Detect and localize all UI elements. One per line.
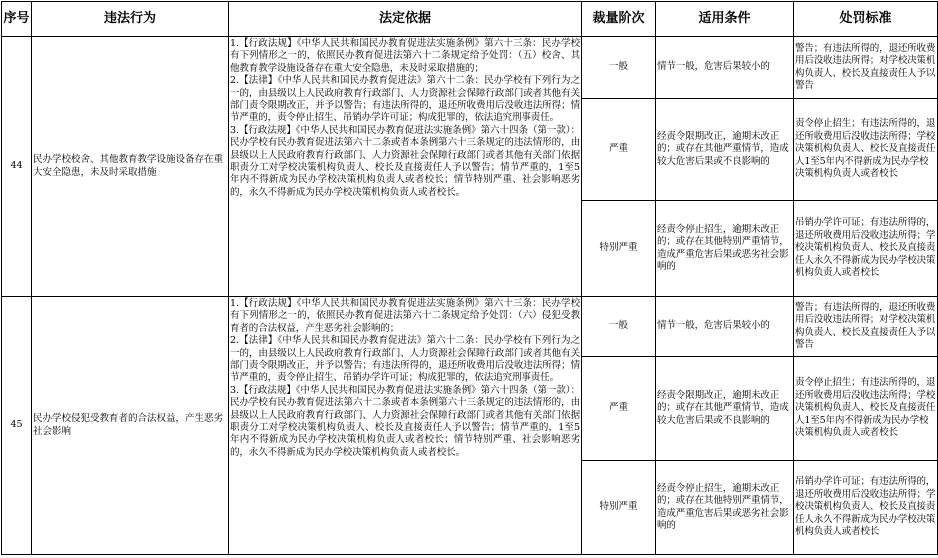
tier-penalty: 责令停止招生；有违法所得的，退还所收费用后没收违法所得；学校决策机构负责人、校长及直接责任人1至5年内不得新成为民办学校决策机构负责人或者校长 — [794, 357, 938, 461]
basis-item: 3.【行政法规】《中华人民共和国民办教育促进法实施条例》第六十四条（第一款）：民办学校有民办教育促进法第六十二条或者本条例第六十三条规定的违法情形的，由县级以上人民政府教育行政部门、人力资源社会保障行政部门或者其他有关部门依据职责分工对学校决策机构负责人、校长及直接责任人予以警告；情节严重的，1至5年内不得新成为民办学校决策机构负责人或者校长；情节特别严重、社会影响恶劣的，永久不得新成为民办学校决策机构负责人或者校长。 — [230, 384, 580, 458]
penalty-standards-table — [1, 1, 938, 555]
row-seq: 44 — [2, 37, 32, 297]
header-basis: 法定依据 — [229, 2, 582, 37]
tier-level: 严重 — [582, 99, 656, 201]
tier-condition: 经责令停止招生，逾期未改正的；或存在其他特别严重情节，造成严重危害后果或恶劣社会影响的 — [656, 201, 794, 297]
tier-penalty: 责令停止招生；有违法所得的，退还所收费用后没收违法所得；学校决策机构负责人、校长及直接责任人1至5年内不得新成为民办学校决策机构负责人或者校长 — [794, 99, 938, 201]
header-penalty: 处罚标准 — [794, 2, 938, 37]
header-act: 违法行为 — [32, 2, 229, 37]
tier-penalty: 警告；有违法所得的，退还所收费用后没收违法所得；对学校决策机构负责人、校长及直接责任人予以警告 — [794, 297, 938, 357]
basis-item: 2.【法律】《中华人民共和国民办教育促进法》第六十二条：民办学校有下列行为之一的，由县级以上人民政府教育行政部门、人力资源社会保障行政部门或者其他有关部门责令限期改正，并予以警告；有违法所得的，退还所收费用后没收违法所得；情节严重的，责令停止招生、吊销办学许可证；构成犯罪的，依法追究刑事责任。 — [230, 335, 580, 384]
tier-level: 一般 — [582, 37, 656, 99]
tier-penalty: 吊销办学许可证；有违法所得的，退还所收费用后没收违法所得；学校决策机构负责人、校长及直接责任人永久不得新成为民办学校决策机构负责人或者校长 — [794, 201, 938, 297]
row-seq: 45 — [2, 297, 32, 555]
table-row — [2, 297, 938, 357]
table-row — [2, 37, 938, 99]
basis-item: 1.【行政法规】《中华人民共和国民办教育促进法实施条例》第六十三条：民办学校有下列情形之一的，依照民办教育促进法第六十二条规定给予处罚：（五）校舍、其他教育教学设施设备存在重大安全隐患，未及时采取措施的； — [230, 38, 580, 74]
tier-condition: 情节一般，危害后果较小的 — [656, 37, 794, 99]
header-condition: 适用条件 — [656, 2, 794, 37]
basis-item: 3.【行政法规】《中华人民共和国民办教育促进法实施条例》第六十四条（第一款）：民办学校有民办教育促进法第六十二条或者本条例第六十三条规定的违法情形的，由县级以上人民政府教育行政部门、人力资源社会保障行政部门或者其他有关部门依据职责分工对学校决策机构负责人、校长及直接责任人予以警告；情节严重的，1至5年内不得新成为民办学校决策机构负责人或者校长；情节特别严重、社会影响恶劣的，永久不得新成为民办学校决策机构负责人或者校长。 — [230, 124, 580, 198]
tier-penalty: 吊销办学许可证；有违法所得的，退还所收费用后没收违法所得；学校决策机构负责人、校长及直接责任人永久不得新成为民办学校决策机构负责人或者校长 — [794, 461, 938, 555]
tier-condition: 经责令限期改正，逾期未改正的；或存在其他严重情节，造成较大危害后果或不良影响的 — [656, 99, 794, 201]
tier-level: 严重 — [582, 357, 656, 461]
tier-condition: 经责令停止招生，逾期未改正的；或存在其他特别严重情节，造成严重危害后果或恶劣社会影响的 — [656, 461, 794, 555]
tier-level: 一般 — [582, 297, 656, 357]
header-row — [2, 2, 938, 37]
row-legal-basis — [229, 297, 582, 555]
basis-item: 1.【行政法规】《中华人民共和国民办教育促进法实施条例》第六十三条：民办学校有下列情形之一的，依照民办教育促进法第六十二条规定给予处罚：（六）侵犯受教育者的合法权益，产生恶劣社会影响的； — [230, 298, 580, 334]
row-legal-basis — [229, 37, 582, 297]
tier-condition: 经责令限期改正，逾期未改正的；或存在其他严重情节，造成较大危害后果或不良影响的 — [656, 357, 794, 461]
basis-item: 2.【法律】《中华人民共和国民办教育促进法》第六十二条：民办学校有下列行为之一的，由县级以上人民政府教育行政部门、人力资源社会保障行政部门或者其他有关部门责令限期改正，并予以警告；有违法所得的，退还所收费用后没收违法所得；情节严重的，责令停止招生、吊销办学许可证；构成犯罪的，依法追究刑事责任。 — [230, 75, 580, 124]
header-level: 裁量阶次 — [582, 2, 656, 37]
tier-level: 特别严重 — [582, 201, 656, 297]
tier-penalty: 警告；有违法所得的，退还所收费用后没收违法所得；对学校决策机构负责人、校长及直接责任人予以警告 — [794, 37, 938, 99]
tier-condition: 情节一般，危害后果较小的 — [656, 297, 794, 357]
tier-level: 特别严重 — [582, 461, 656, 555]
row-violation: 民办学校侵犯受教育者的合法权益，产生恶劣社会影响 — [32, 297, 229, 555]
header-seq: 序号 — [2, 2, 32, 37]
row-violation: 民办学校校舍、其他教育教学设施设备存在重大安全隐患，未及时采取措施 — [32, 37, 229, 297]
